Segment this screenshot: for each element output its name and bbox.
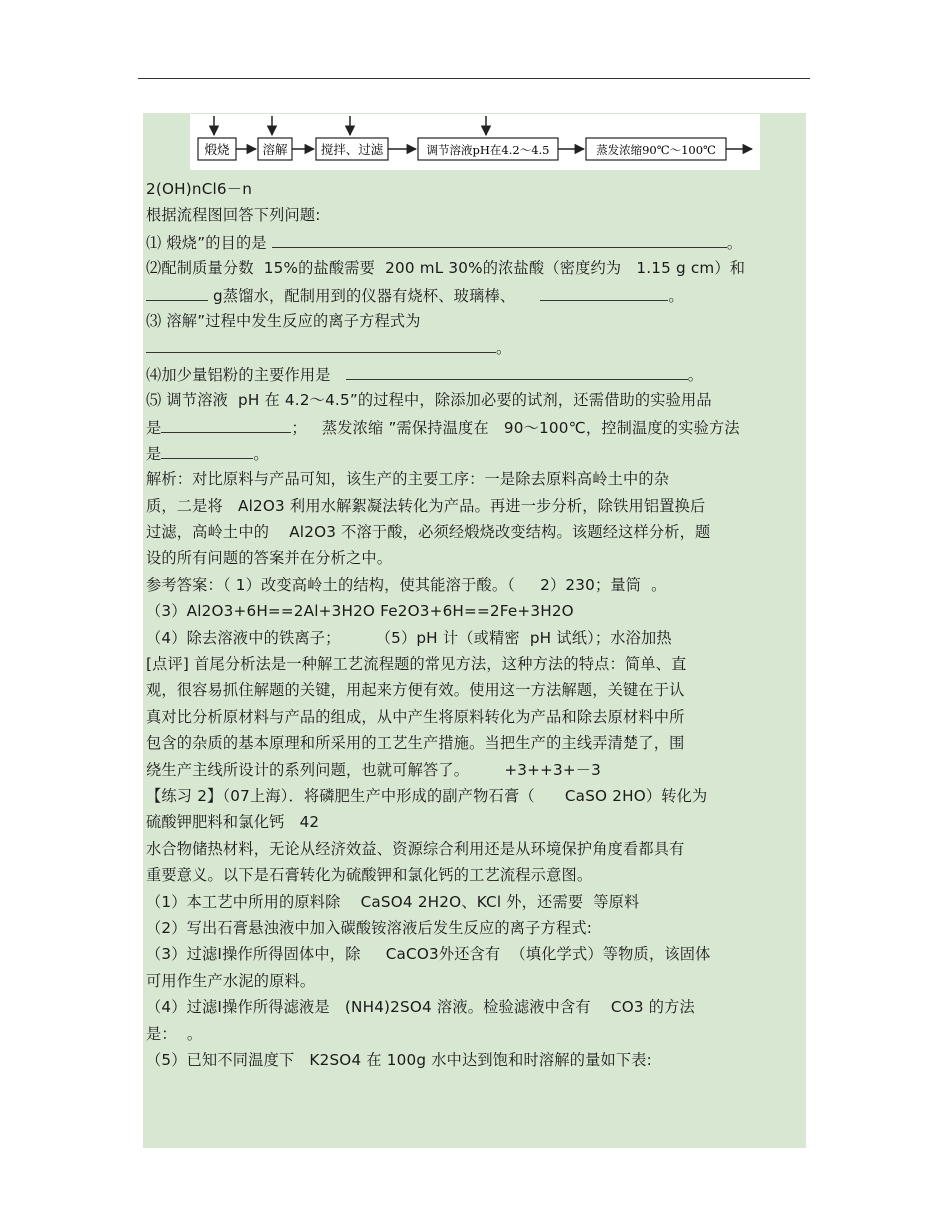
line-text: 2(OH)nCl6－n (146, 180, 253, 198)
text-line (146, 282, 806, 308)
line-text: ⑴ 煅烧”的目的是 (146, 233, 272, 252)
line-text-after: 。 (668, 286, 684, 305)
line-text-after: g蒸馏水，配制用到的仪器有烧杯、玻璃棒、 (208, 286, 541, 305)
line-text: 设的所有问题的答案并在分析之中。 (146, 549, 393, 568)
text-line (146, 809, 806, 835)
document-body (146, 176, 806, 1073)
text-line (146, 889, 806, 915)
text-line (146, 308, 806, 334)
flowchart-svg (190, 114, 760, 170)
text-line (146, 572, 806, 598)
text-line (146, 941, 806, 967)
answer-blank[interactable] (540, 282, 668, 301)
flow-step-label: 调节溶液pH在4.2～4.5 (426, 143, 550, 157)
line-text: 绕生产主线所设计的系列问题，也就可解答了。 +3++3+－3 (146, 760, 602, 779)
text-line (146, 334, 806, 360)
line-text: 水合物储热材料，无论从经济效益、资源综合利用还是从环境保护角度看都具有 (146, 839, 685, 858)
text-line (146, 783, 806, 809)
text-line (146, 519, 806, 545)
line-text: ⑷加少量铝粉的主要作用是 (146, 365, 346, 384)
line-text: 硫酸钾肥料和氯化钙 42 (146, 813, 320, 832)
text-line (146, 466, 806, 492)
flow-step-label: 蒸发浓缩90℃～100℃ (596, 143, 716, 157)
line-text: 是 (146, 444, 162, 463)
answer-blank[interactable] (272, 229, 727, 248)
line-text: 是： 。 (146, 1024, 203, 1043)
line-text: （2）写出石膏悬浊液中加入碳酸铵溶液后发生反应的离子方程式: (146, 918, 593, 937)
line-text: 观，很容易抓住解题的关键，用起来方便有效。使用这一方法解题，关键在于认 (146, 681, 685, 700)
text-line (146, 202, 806, 228)
line-text: 参考答案：（ 1）改变高岭土的结构，使其能溶于酸。（ 2）230；量筒 。 (146, 575, 667, 594)
text-line (146, 598, 806, 624)
flow-step-label: 溶解 (262, 142, 288, 157)
text-line (146, 387, 806, 413)
line-text-after: 。 (496, 339, 512, 358)
flow-step-label: 搅拌、过滤 (320, 142, 384, 157)
line-text: （4）除去溶液中的铁离子； （5）pH 计（或精密 pH 试纸）；水浴加热 (146, 628, 672, 647)
text-line (146, 414, 806, 440)
line-text: 根据流程图回答下列问题: (146, 206, 321, 225)
text-line (146, 176, 806, 202)
answer-blank[interactable] (146, 334, 496, 353)
text-line (146, 677, 806, 703)
line-text-after: ； 蒸发浓缩 ”需保持温度在 90～100℃，控制温度的实验方法 (291, 418, 740, 437)
text-line (146, 994, 806, 1020)
line-text: 是 (146, 418, 162, 437)
text-line (146, 493, 806, 519)
process-flowchart (190, 114, 760, 170)
text-line (146, 1021, 806, 1047)
answer-blank[interactable] (161, 440, 253, 459)
text-line (146, 625, 806, 651)
text-line (146, 730, 806, 756)
text-line (146, 255, 806, 281)
text-line (146, 968, 806, 994)
text-line (146, 651, 806, 677)
header-rule (138, 78, 810, 79)
line-text: [点评] 首尾分析法是一种解工艺流程题的常见方法，这种方法的特点：简单、直 (146, 655, 687, 674)
line-text: 【练习 2】（07上海）．将磷肥生产中形成的副产物石膏（ CaSO 2HO）转化为 (146, 786, 708, 805)
line-text: 重要意义。以下是石膏转化为硫酸钾和氯化钙的工艺流程示意图。 (146, 866, 593, 885)
line-text: （3）Al2O3+6H==2Al+3H2O Fe2O3+6H==2Fe+3H2O (146, 602, 574, 621)
line-text: ⑸ 调节溶液 pH 在 4.2～4.5”的过程中，除添加必要的试剂，还需借助的实验用品 (146, 391, 712, 410)
line-text: ⑵配制质量分数 15%的盐酸需要 200 mL 30%的浓盐酸（密度约为 1.15 g cm）和 (146, 259, 746, 278)
line-text: 解析：对比原料与产品可知，该生产的主要工序：一是除去原料高岭土中的杂 (146, 470, 670, 489)
line-text: 质，二是将 Al2O3 利用水解絮凝法转化为产品。再进一步分析，除铁用铝置换后 (146, 496, 706, 515)
text-line (146, 862, 806, 888)
line-text-after: 。 (687, 365, 704, 384)
text-line (146, 1047, 806, 1073)
text-line (146, 757, 806, 783)
line-text: 过滤，高岭土中的 Al2O3 不溶于酸，必须经煅烧改变结构。该题经这样分析，题 (146, 523, 711, 542)
line-text: 包含的杂质的基本原理和所采用的工艺生产措施。当把生产的主线弄清楚了，围 (146, 734, 685, 753)
line-text-after: 。 (253, 444, 269, 463)
line-text: 真对比分析原材料与产品的组成，从中产生将原料转化为产品和除去原材料中所 (146, 707, 685, 726)
line-text: （1）本工艺中所用的原料除 CaSO4 2H2O、KCl 外，还需要 等原料 (146, 892, 640, 911)
answer-blank[interactable] (346, 361, 688, 380)
line-text: ⑶ 溶解”过程中发生反应的离子方程式为 (146, 311, 421, 330)
answer-blank[interactable] (146, 282, 208, 301)
text-line (146, 440, 806, 466)
line-text: （3）过滤Ⅰ操作所得固体中，除 CaCO3外还含有 （填化学式）等物质，该固体 (146, 945, 711, 964)
line-text: （5）已知不同温度下 K2SO4 在 100g 水中达到饱和时溶解的量如下表: (146, 1050, 652, 1069)
line-text: 可用作生产水泥的原料。 (146, 971, 316, 990)
flow-step-label: 煅烧 (204, 142, 230, 157)
text-line (146, 836, 806, 862)
line-text-after: 。 (726, 233, 743, 252)
line-text: （4）过滤Ⅰ操作所得滤液是 (NH4)2SO4 溶液。检验滤液中含有 CO3 的方法 (146, 998, 695, 1017)
text-line (146, 704, 806, 730)
text-line (146, 361, 806, 387)
text-line (146, 545, 806, 571)
answer-blank[interactable] (161, 414, 291, 433)
text-line (146, 229, 806, 255)
text-line (146, 915, 806, 941)
